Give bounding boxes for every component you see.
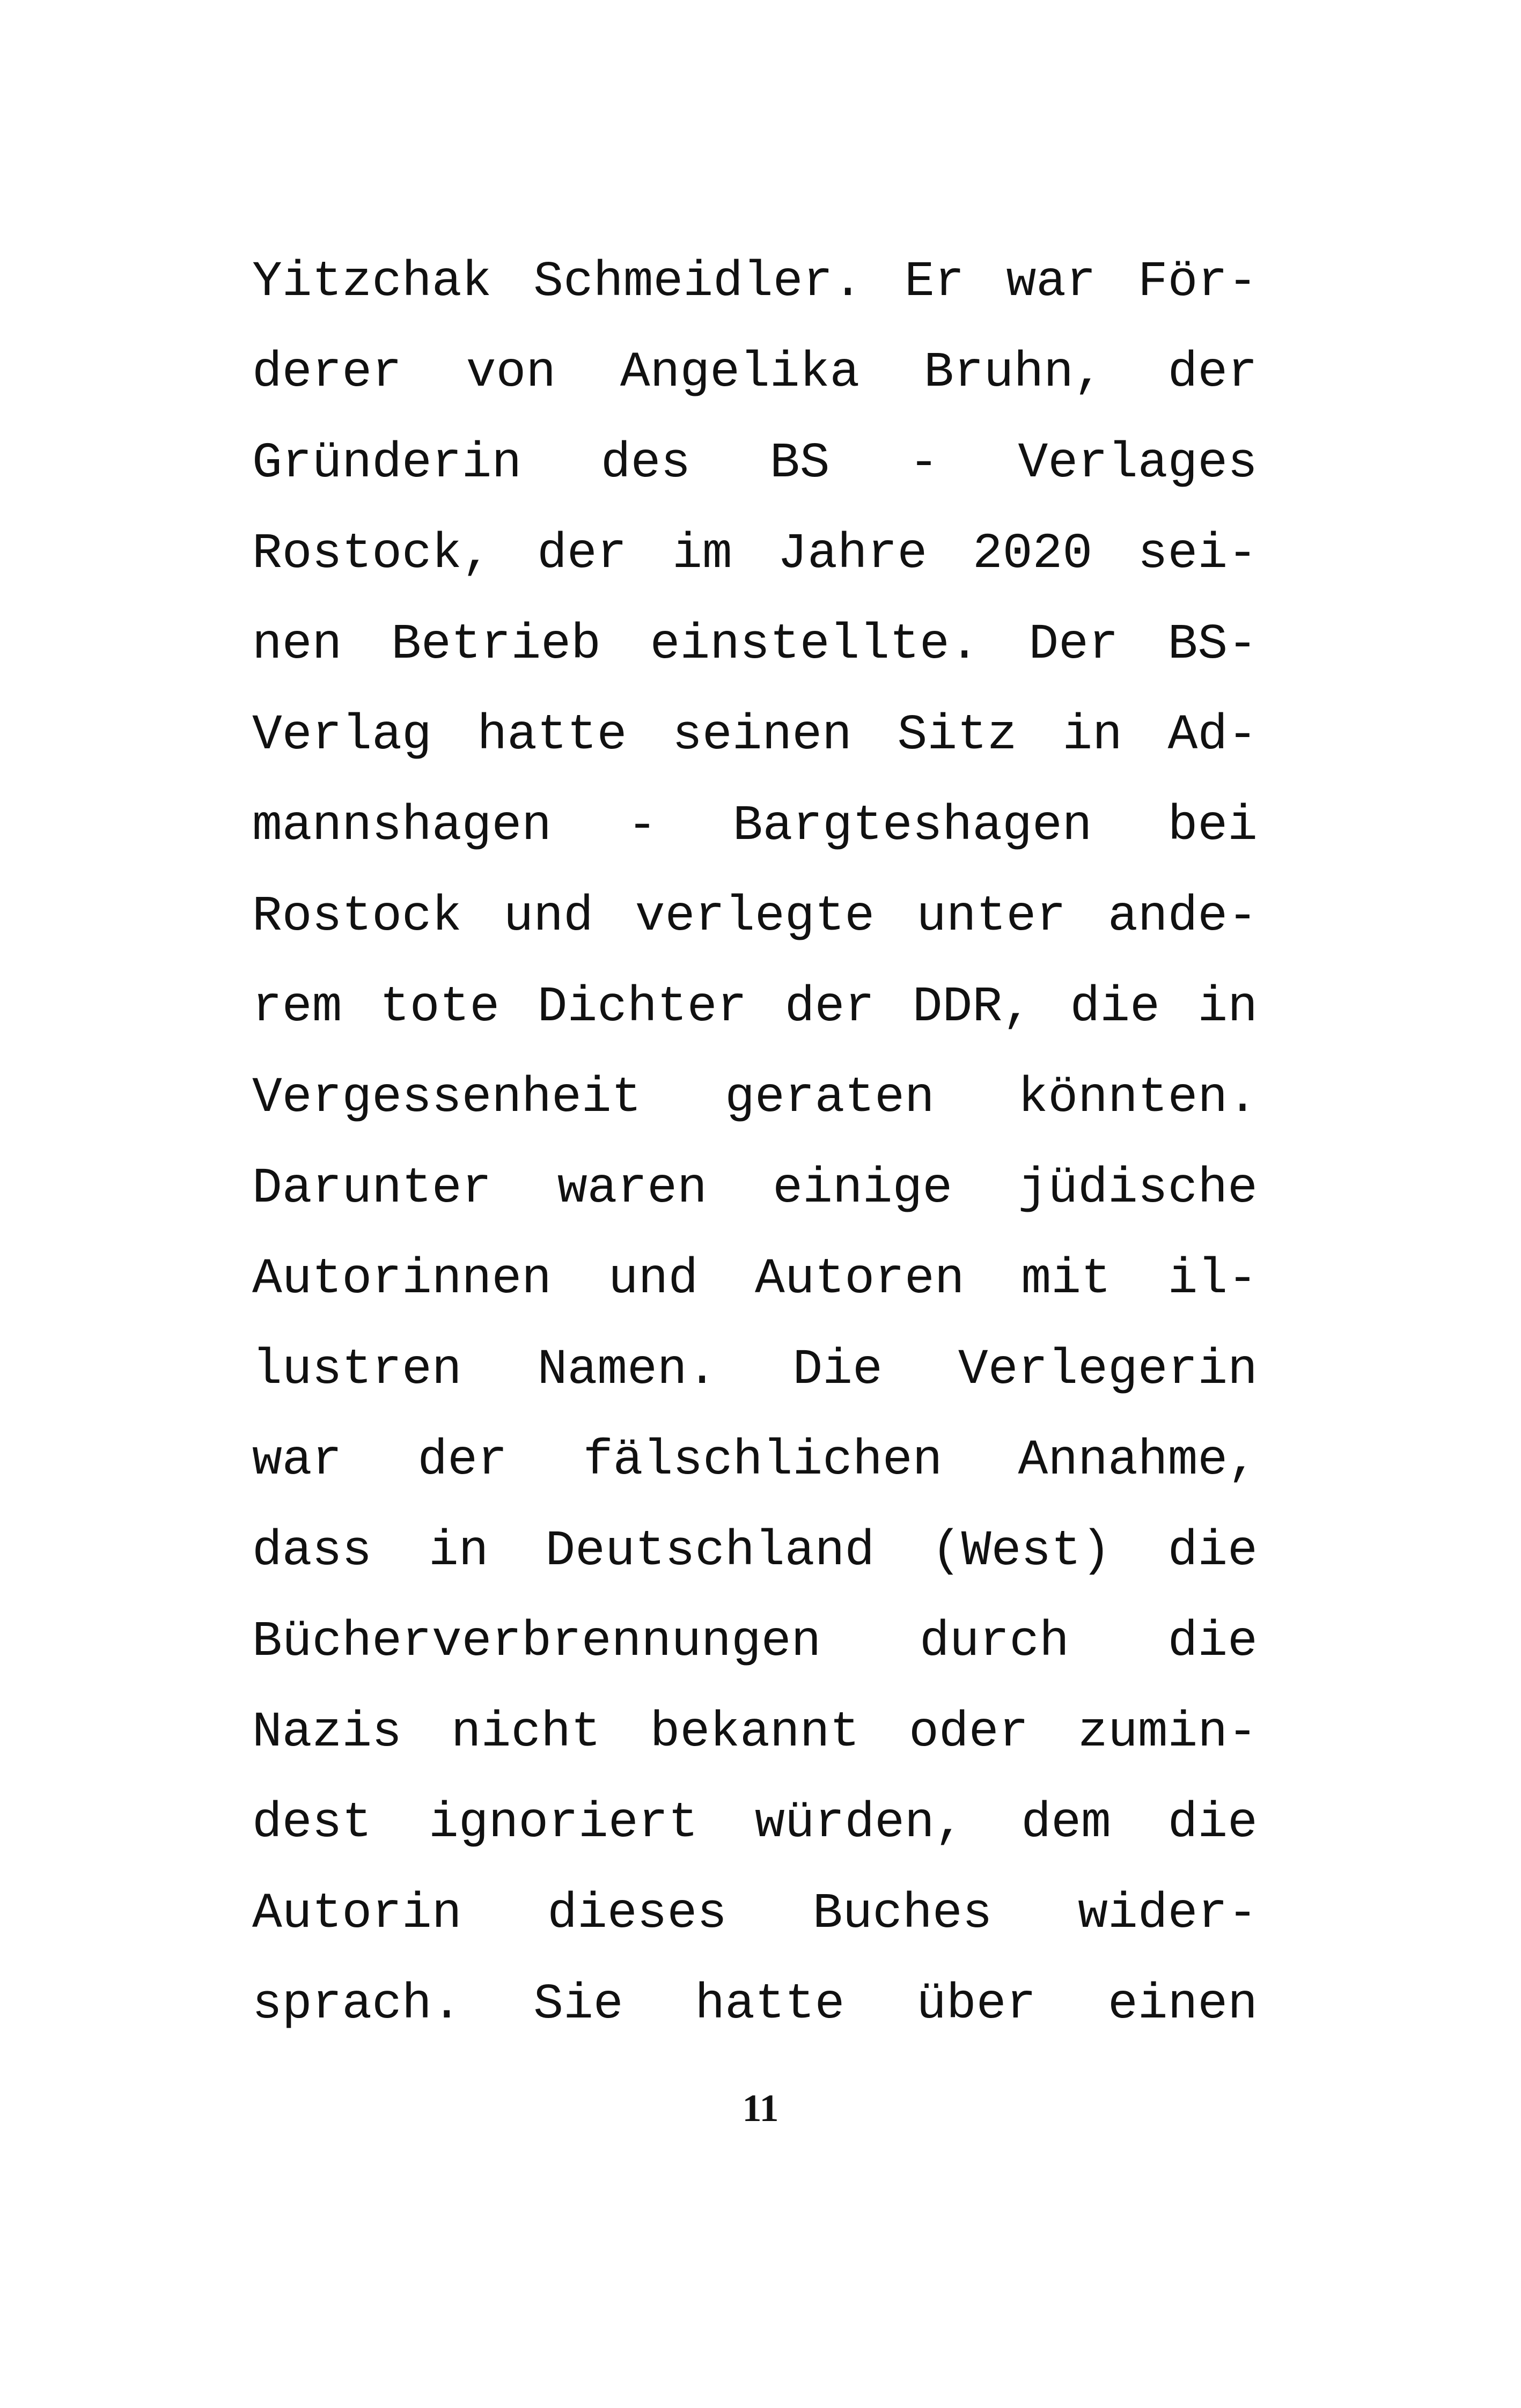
text-line: dass in Deutschland (West) die bbox=[252, 1523, 1258, 1579]
body-text bbox=[252, 253, 1258, 2066]
text-line: lustren Namen. Die Verlegerin bbox=[252, 1342, 1258, 1398]
text-line: Vergessenheit geraten könnten. bbox=[252, 1070, 1258, 1126]
text-line: mannshagen - Bargteshagen bei bbox=[252, 798, 1258, 854]
text-line: war der fälschlichen Annahme, bbox=[252, 1432, 1258, 1489]
text-line: derer von Angelika Bruhn, der bbox=[252, 344, 1258, 401]
text-line: Darunter waren einige jüdische bbox=[252, 1160, 1258, 1217]
text-line: Rostock und verlegte unter ande- bbox=[252, 888, 1258, 945]
text-line: nen Betrieb einstellte. Der BS- bbox=[252, 616, 1258, 673]
text-line: Gründerin des BS - Verlages bbox=[252, 435, 1258, 491]
text-line: sprach. Sie hatte über einen bbox=[252, 1976, 1258, 2033]
text-line: Rostock, der im Jahre 2020 sei- bbox=[252, 526, 1258, 582]
text-line: Verlag hatte seinen Sitz in Ad- bbox=[252, 707, 1258, 763]
text-line: Nazis nicht bekannt oder zumin- bbox=[252, 1704, 1258, 1761]
text-line: Autorin dieses Buches wider- bbox=[252, 1886, 1258, 1942]
page-number: 11 bbox=[742, 2087, 779, 2130]
text-line: Autorinnen und Autoren mit il- bbox=[252, 1251, 1258, 1307]
text-line: rem tote Dichter der DDR, die in bbox=[252, 979, 1258, 1035]
text-line: dest ignoriert würden, dem die bbox=[252, 1795, 1258, 1851]
text-line: Bücherverbrennungen durch die bbox=[252, 1614, 1258, 1670]
text-line: Yitzchak Schmeidler. Er war För- bbox=[252, 254, 1258, 310]
